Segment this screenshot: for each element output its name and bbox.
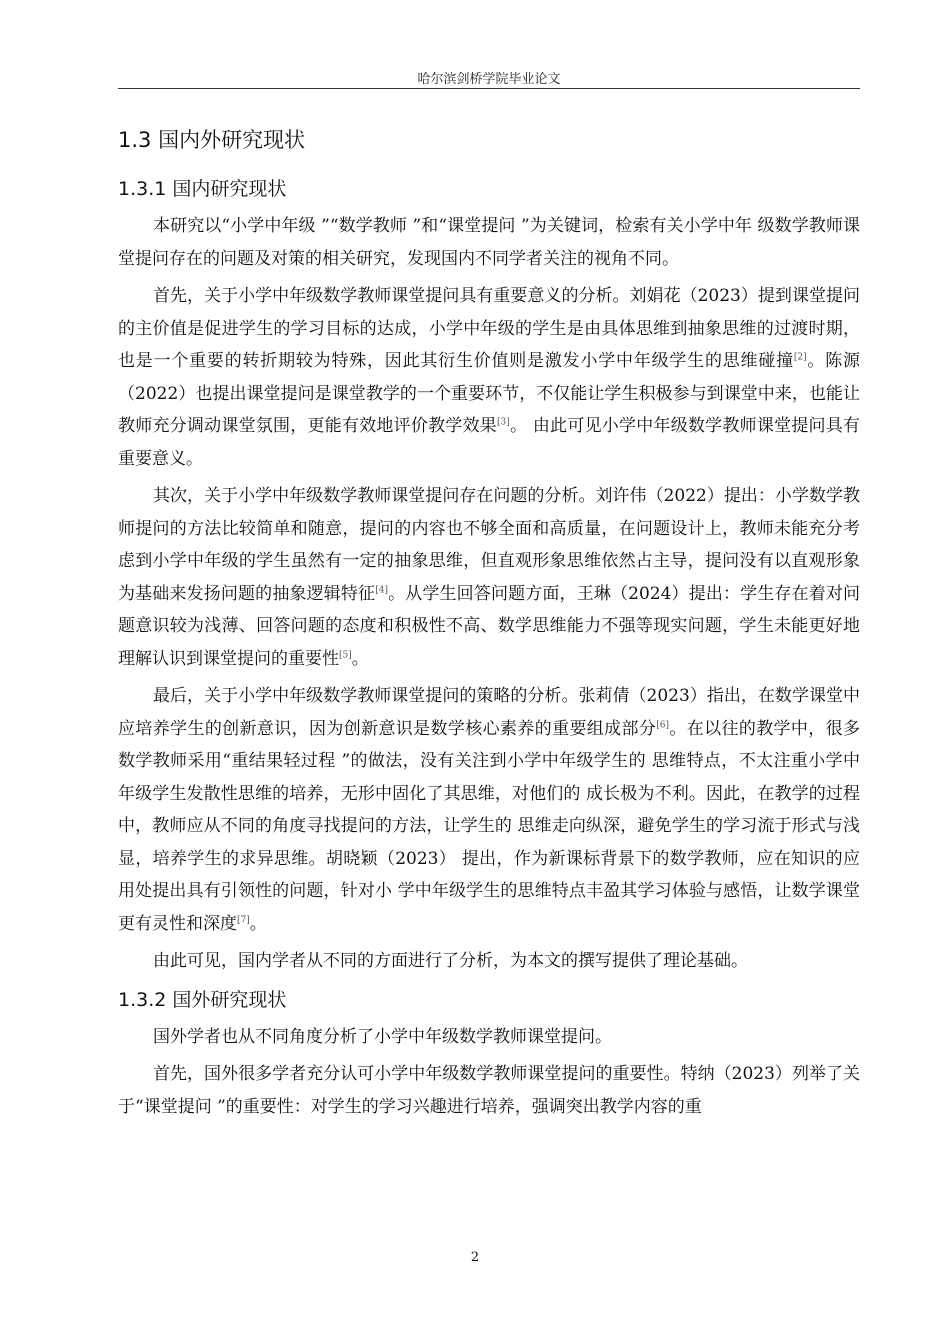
paragraph-foreign-importance: 首先，国外很多学者充分认可小学中年级数学教师课堂提问的重要性。特纳（2023）列举了关于“课堂提问 ”的重要性：对学生的学习兴趣进行培养，强调突出教学内容的重 [118, 1064, 860, 1117]
running-header: 哈尔滨剑桥学院毕业论文 [417, 72, 561, 87]
paragraph-text: 首先，关于小学中年级数学教师课堂提问具有重要意义的分析。刘娟花（2023）提到课堂提问的主价值是促进学生的学习目标的达成，小学中年级的学生是由具体思维到抽象思维的过渡时期，也是一个重要的转折期较为特殊，因此其衍生价值则是激发小学中年级学生的思维碰撞 [118, 286, 860, 371]
citation-ref: [3] [497, 417, 510, 428]
section-heading: 1.3 国内外研究现状 [118, 128, 306, 152]
paragraph-text: 。 [249, 913, 267, 934]
citation-ref: [2] [793, 352, 807, 363]
paragraph-text: 。 由此可见小学中年级数学教师课堂提问具有重要意义。 [118, 416, 861, 469]
paragraph-text: 。在以往的教学中，很多数学教师采用“重结果轻过程 ”的做法，没有关注到小学中年级学生的 思维特点，不太注重小学中年级学生发散性思维的培养，无形中固化了其思维，对他们的 成长极为不利。因此，在教学的过程中，教师应从不同的角度寻找提问的方法，让学生的 思维走向纵深，避免学生的学习流于形式与浅显，培养学生的求异思维。胡晓颖（2023） 提出，作为新课标背景下的数学教师，应在知识的应用处提出具有引领性的问题，针对小 学中年级学生的思维特点丰盈其学习体验与感悟，让数学课堂更有灵性和深度 [118, 718, 861, 934]
citation-ref: [4] [375, 584, 388, 595]
paragraph-text: 。 [351, 648, 369, 669]
paragraph-text: 最后，关于小学中年级数学教师课堂提问的策略的分析。张莉倩（2023）指出，在数学课堂中应培养学生的创新意识，因为创新意识是数学核心素养的重要组成部分 [118, 686, 860, 739]
page-number: 2 [470, 1250, 480, 1265]
citation-ref: [7] [237, 914, 250, 925]
paragraph-domestic-problems [118, 480, 860, 675]
paragraph-domestic-intro: 本研究以“小学中年级 ”“数学教师 ”和“课堂提问 ”为关键词，检索有关小学中年 级数学教师课堂提问存在的问题及对策的相关研究，发现国内不同学者关注的视角不同。 [118, 216, 860, 269]
paragraph-domestic-importance [118, 280, 860, 475]
paragraph-text: 。从学生回答问题方面，王琳（2024）提出：学生存在着对问题意识较为浅薄、回答问题的态度和积极性不高、数学思维能力不强等现实问题，学生未能更好地理解认识到课堂提问的重要性 [118, 583, 861, 669]
paragraph-domestic-strategies [118, 680, 860, 940]
paragraph-text: 其次，关于小学中年级数学教师课堂提问存在问题的分析。刘许伟（2022）提出：小学数学教师提问的方法比较简单和随意，提问的内容也不够全面和高质量，在问题设计上，教师未能充分考虑到小学中年级的学生虽然有一定的抽象思维，但直观形象思维依然占主导，提问没有以直观形象为基础来发扬问题的抽象逻辑特征 [118, 486, 860, 604]
paragraph-foreign-intro: 国外学者也从不同角度分析了小学中年级数学教师课堂提问。 [153, 1026, 612, 1047]
subsection-heading-domestic: 1.3.1 国内研究现状 [118, 178, 287, 200]
paragraph-text: 。陈源（2022）也提出课堂提问是课堂教学的一个重要环节，不仅能让学生积极参与到课堂中来，也能让教师充分调动课堂氛围，更能有效地评价教学效果 [118, 351, 861, 436]
subsection-heading-foreign: 1.3.2 国外研究现状 [118, 988, 287, 1011]
header-divider [118, 88, 860, 89]
page-body [118, 122, 860, 1128]
citation-ref: [6] [656, 719, 670, 730]
citation-ref: [5] [339, 649, 352, 660]
paragraph-domestic-summary: 由此可见，国内学者从不同的方面进行了分析，为本文的撰写提供了理论基础。 [153, 951, 748, 971]
